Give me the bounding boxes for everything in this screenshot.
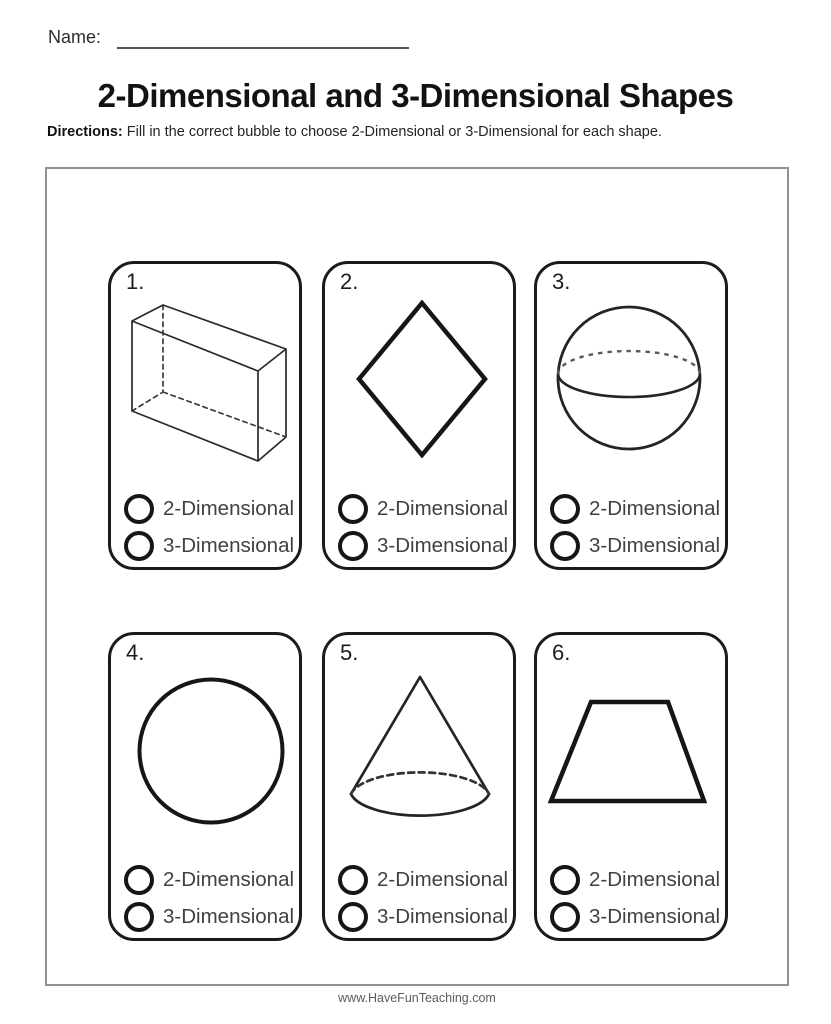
- card-number: 6.: [552, 640, 571, 665]
- page-title: 2-Dimensional and 3-Dimensional Shapes: [97, 77, 734, 114]
- choice-2d[interactable]: [550, 492, 720, 525]
- choice-label-2d: 2-Dimensional: [377, 867, 509, 891]
- choice-2d[interactable]: [550, 863, 720, 896]
- cone-shape: [345, 673, 495, 829]
- shape-card-4: [108, 632, 302, 941]
- directions-text: Fill in the correct bubble to choose 2-Dimensional or 3-Dimensional for each shape.: [126, 124, 662, 140]
- directions: [47, 124, 662, 140]
- footer-url: www.HaveFunTeaching.com: [338, 991, 496, 1005]
- choice-3d[interactable]: [550, 529, 720, 562]
- shape-card-5: [322, 632, 516, 941]
- circle-shape: [136, 676, 286, 826]
- answer-bubble-3d[interactable]: [338, 902, 368, 932]
- answer-bubble-2d[interactable]: [338, 865, 368, 895]
- shape-card-6: [534, 632, 728, 941]
- card-number: 2.: [340, 269, 359, 294]
- choice-label-3d: 3-Dimensional: [589, 904, 721, 928]
- shape-card-2: [322, 261, 516, 570]
- answer-bubble-3d[interactable]: [124, 902, 154, 932]
- choice-label-2d: 2-Dimensional: [589, 867, 721, 891]
- answer-bubble-2d[interactable]: [124, 494, 154, 524]
- card-number: 5.: [340, 640, 359, 665]
- diamond-shape: [356, 300, 488, 458]
- answer-bubble-2d[interactable]: [550, 865, 580, 895]
- choice-3d[interactable]: [338, 900, 508, 933]
- choice-label-2d: 2-Dimensional: [163, 496, 295, 520]
- answer-bubble-2d[interactable]: [338, 494, 368, 524]
- choice-3d[interactable]: [338, 529, 508, 562]
- choice-2d[interactable]: [124, 863, 294, 896]
- rectangular-prism-shape: [125, 295, 293, 467]
- card-number: 3.: [552, 269, 571, 294]
- choice-label-3d: 3-Dimensional: [589, 533, 721, 557]
- choice-label-2d: 2-Dimensional: [377, 496, 509, 520]
- choice-label-3d: 3-Dimensional: [163, 904, 295, 928]
- answer-bubble-3d[interactable]: [124, 531, 154, 561]
- choice-label-3d: 3-Dimensional: [377, 533, 509, 557]
- shape-card-1: [108, 261, 302, 570]
- choice-3d[interactable]: [124, 529, 294, 562]
- answer-bubble-3d[interactable]: [550, 902, 580, 932]
- shape-card-3: [534, 261, 728, 570]
- answer-bubble-2d[interactable]: [124, 865, 154, 895]
- answer-bubble-3d[interactable]: [550, 531, 580, 561]
- choice-3d[interactable]: [124, 900, 294, 933]
- directions-label: Directions:: [47, 124, 123, 140]
- card-number: 1.: [126, 269, 145, 294]
- choice-3d[interactable]: [550, 900, 720, 933]
- answer-bubble-3d[interactable]: [338, 531, 368, 561]
- sphere-shape: [555, 304, 703, 452]
- name-input-line[interactable]: [117, 28, 409, 49]
- trapezoid-shape: [547, 699, 707, 805]
- choice-2d[interactable]: [124, 492, 294, 525]
- choice-2d[interactable]: [338, 863, 508, 896]
- choice-label-2d: 2-Dimensional: [163, 867, 295, 891]
- choice-label-2d: 2-Dimensional: [589, 496, 721, 520]
- choice-label-3d: 3-Dimensional: [377, 904, 509, 928]
- name-label: Name:: [48, 27, 102, 47]
- answer-bubble-2d[interactable]: [550, 494, 580, 524]
- choice-2d[interactable]: [338, 492, 508, 525]
- choice-label-3d: 3-Dimensional: [163, 533, 295, 557]
- card-number: 4.: [126, 640, 145, 665]
